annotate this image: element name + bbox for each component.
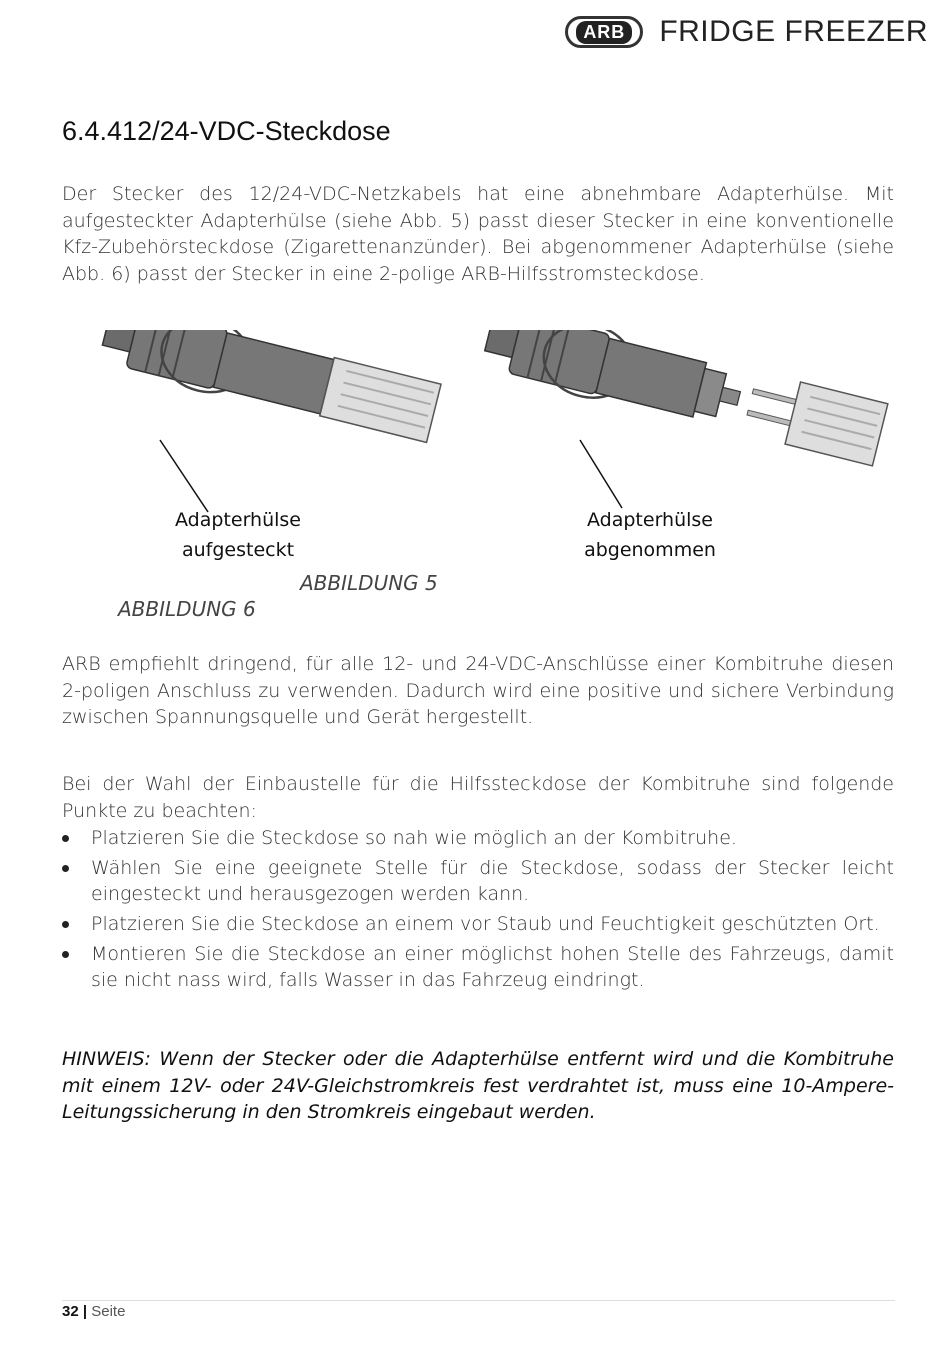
arb-logo <box>565 16 643 48</box>
list-item <box>62 825 894 851</box>
logo-text: ARB <box>576 21 632 44</box>
bullet-text: Montieren Sie die Steckdose an einer möglichst hohen Stelle des Fahrzeugs, damit sie nicht nass wird, falls Wasser in das Fahrzeug eindringt. <box>91 943 894 991</box>
plug-with-adapter <box>97 330 442 447</box>
figure-label-5: ABBILDUNG 5 <box>300 571 438 595</box>
caption-left-line2: aufgesteckt <box>181 539 295 561</box>
caption-left-line1: Adapterhülse <box>175 509 301 531</box>
caption-right-line2: abgenommen <box>584 539 716 561</box>
caption-adapter-removed <box>560 505 740 565</box>
caption-right-line1: Adapterhülse <box>587 509 713 531</box>
list-item <box>62 941 894 993</box>
bullet-text: Platzieren Sie die Steckdose so nah wie möglich an der Kombitruhe. <box>91 827 737 849</box>
page-header <box>565 10 928 54</box>
footer-divider <box>62 1300 895 1301</box>
page-label: Seite <box>91 1303 126 1320</box>
recommend-paragraph: ARB empfiehlt dringend, für alle 12- und 24-VDC-Anschlüsse einer Kombitruhe diesen 2-poligen Anschluss zu verwenden. Dadurch wird eine positive und sichere Verbindung zwischen Spannungsquelle und Gerät hergestellt. <box>62 653 894 728</box>
intro-paragraph: Der Stecker des 12/24-VDC-Netzkabels hat eine abnehmbare Adapterhülse. Mit aufgesteckter Adapterhülse (siehe Abb. 5) passt dieser Stecker in eine konventionelle Kfz-Zubehörsteckdose (Zigarettenanzünder). Bei abgenommener Adapterhülse (siehe Abb. 6) passt der Stecker in eine 2-polige ARB-Hilfsstromsteckdose. <box>62 183 894 285</box>
bullet-icon <box>62 951 69 958</box>
list-item <box>62 911 894 937</box>
page-footer <box>62 1303 125 1320</box>
bullet-text: Platzieren Sie die Steckdose an einem vor Staub und Feuchtigkeit geschützten Ort. <box>91 913 880 935</box>
installation-bullet-list <box>62 825 894 997</box>
plug-without-adapter <box>480 330 889 469</box>
figure-label-6: ABBILDUNG 6 <box>118 597 256 621</box>
choice-intro-paragraph: Bei der Wahl der Einbaustelle für die Hilfssteckdose der Kombitruhe sind folgende Punkte zu beachten: <box>62 773 894 822</box>
bullet-icon <box>62 835 69 842</box>
page-number: 32 <box>62 1303 79 1320</box>
brand-title: FRIDGE FREEZER <box>659 15 928 48</box>
bullet-icon <box>62 921 69 928</box>
bullet-icon <box>62 865 69 872</box>
list-item <box>62 855 894 907</box>
section-heading: 6.4.412/24-VDC-Steckdose <box>62 116 391 146</box>
note-paragraph: HINWEIS: Wenn der Stecker oder die Adapterhülse entfernt wird und die Kombitruhe mit einem 12V- oder 24V-Gleichstromkreis fest verdrahtet ist, muss eine 10-Ampere-Leitungssicherung in den Stromkreis eingebaut werden. <box>62 1048 894 1123</box>
caption-adapter-attached <box>148 505 328 565</box>
bullet-text: Wählen Sie eine geeignete Stelle für die Steckdose, sodass der Stecker leicht eingesteckt und herausgezogen werden kann. <box>91 857 894 905</box>
footer-separator: | <box>82 1303 88 1320</box>
